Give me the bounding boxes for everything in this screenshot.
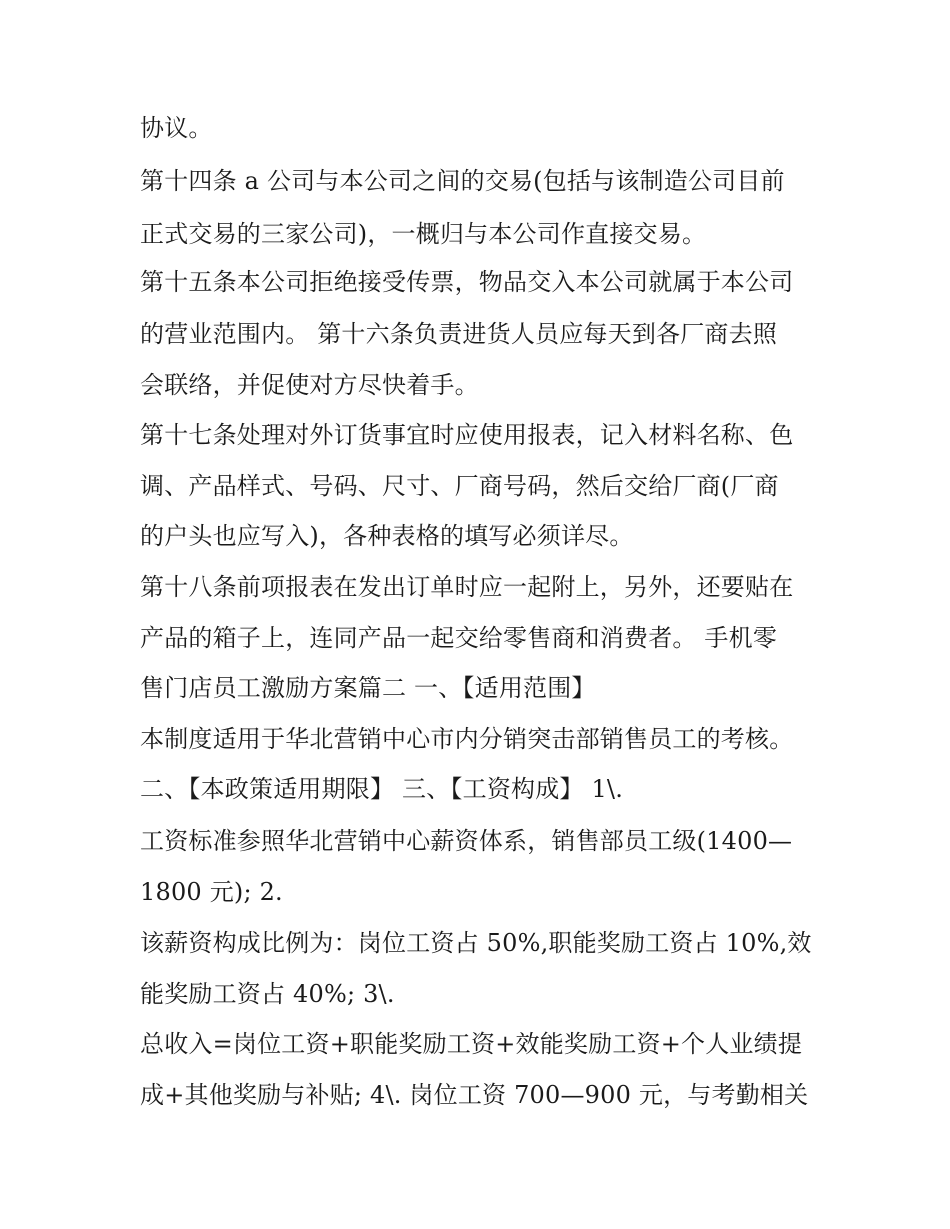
text-line: 调、产品样式、号码、尺寸、厂商号码，然后交给厂商(厂商	[140, 472, 779, 500]
text-line: 成+其他奖励与补贴; 4\. 岗位工资 700—900 元，与考勤相关	[140, 1081, 809, 1109]
text-line: 工资标准参照华北营销中心薪资体系，销售部员工级(1400—	[140, 827, 793, 855]
text-line: 第十八条前项报表在发出订单时应一起附上，另外，还要贴在	[140, 573, 794, 601]
text-line: 会联络，并促使对方尽快着手。	[140, 371, 479, 399]
text-line: 该薪资构成比例为：岗位工资占 50%,职能奖励工资占 10%,效	[140, 929, 812, 957]
text-line: 1800 元); 2.	[140, 878, 283, 906]
text-line: 总收入=岗位工资+职能奖励工资+效能奖励工资+个人业绩提	[140, 1030, 803, 1058]
text-line: 第十七条处理对外订货事宜时应使用报表，记入材料名称、色	[140, 421, 794, 449]
text-line: 的营业范围内。 第十六条负责进货人员应每天到各厂商去照	[140, 320, 778, 348]
text-line: 第十五条本公司拒绝接受传票，物品交入本公司就属于本公司	[140, 268, 794, 296]
text-line: 能奖励工资占 40%; 3\.	[140, 980, 395, 1008]
text-line: 正式交易的三家公司)，一概归与本公司作直接交易。	[140, 220, 707, 248]
text-line: 二、【本政策适用期限】 三、【工资构成】 1\.	[140, 775, 624, 803]
text-line: 售门店员工激励方案篇二 一、【适用范围】	[140, 674, 596, 702]
text-line: 第十四条 a 公司与本公司之间的交易(包括与该制造公司目前	[140, 167, 785, 195]
text-line: 产品的箱子上，连同产品一起交给零售商和消费者。 手机零	[140, 624, 778, 652]
text-line: 本制度适用于华北营销中心市内分销突击部销售员工的考核。	[140, 725, 794, 753]
text-line: 的户头也应写入)，各种表格的填写必须详尽。	[140, 522, 634, 550]
text-line: 协议。	[140, 114, 213, 142]
